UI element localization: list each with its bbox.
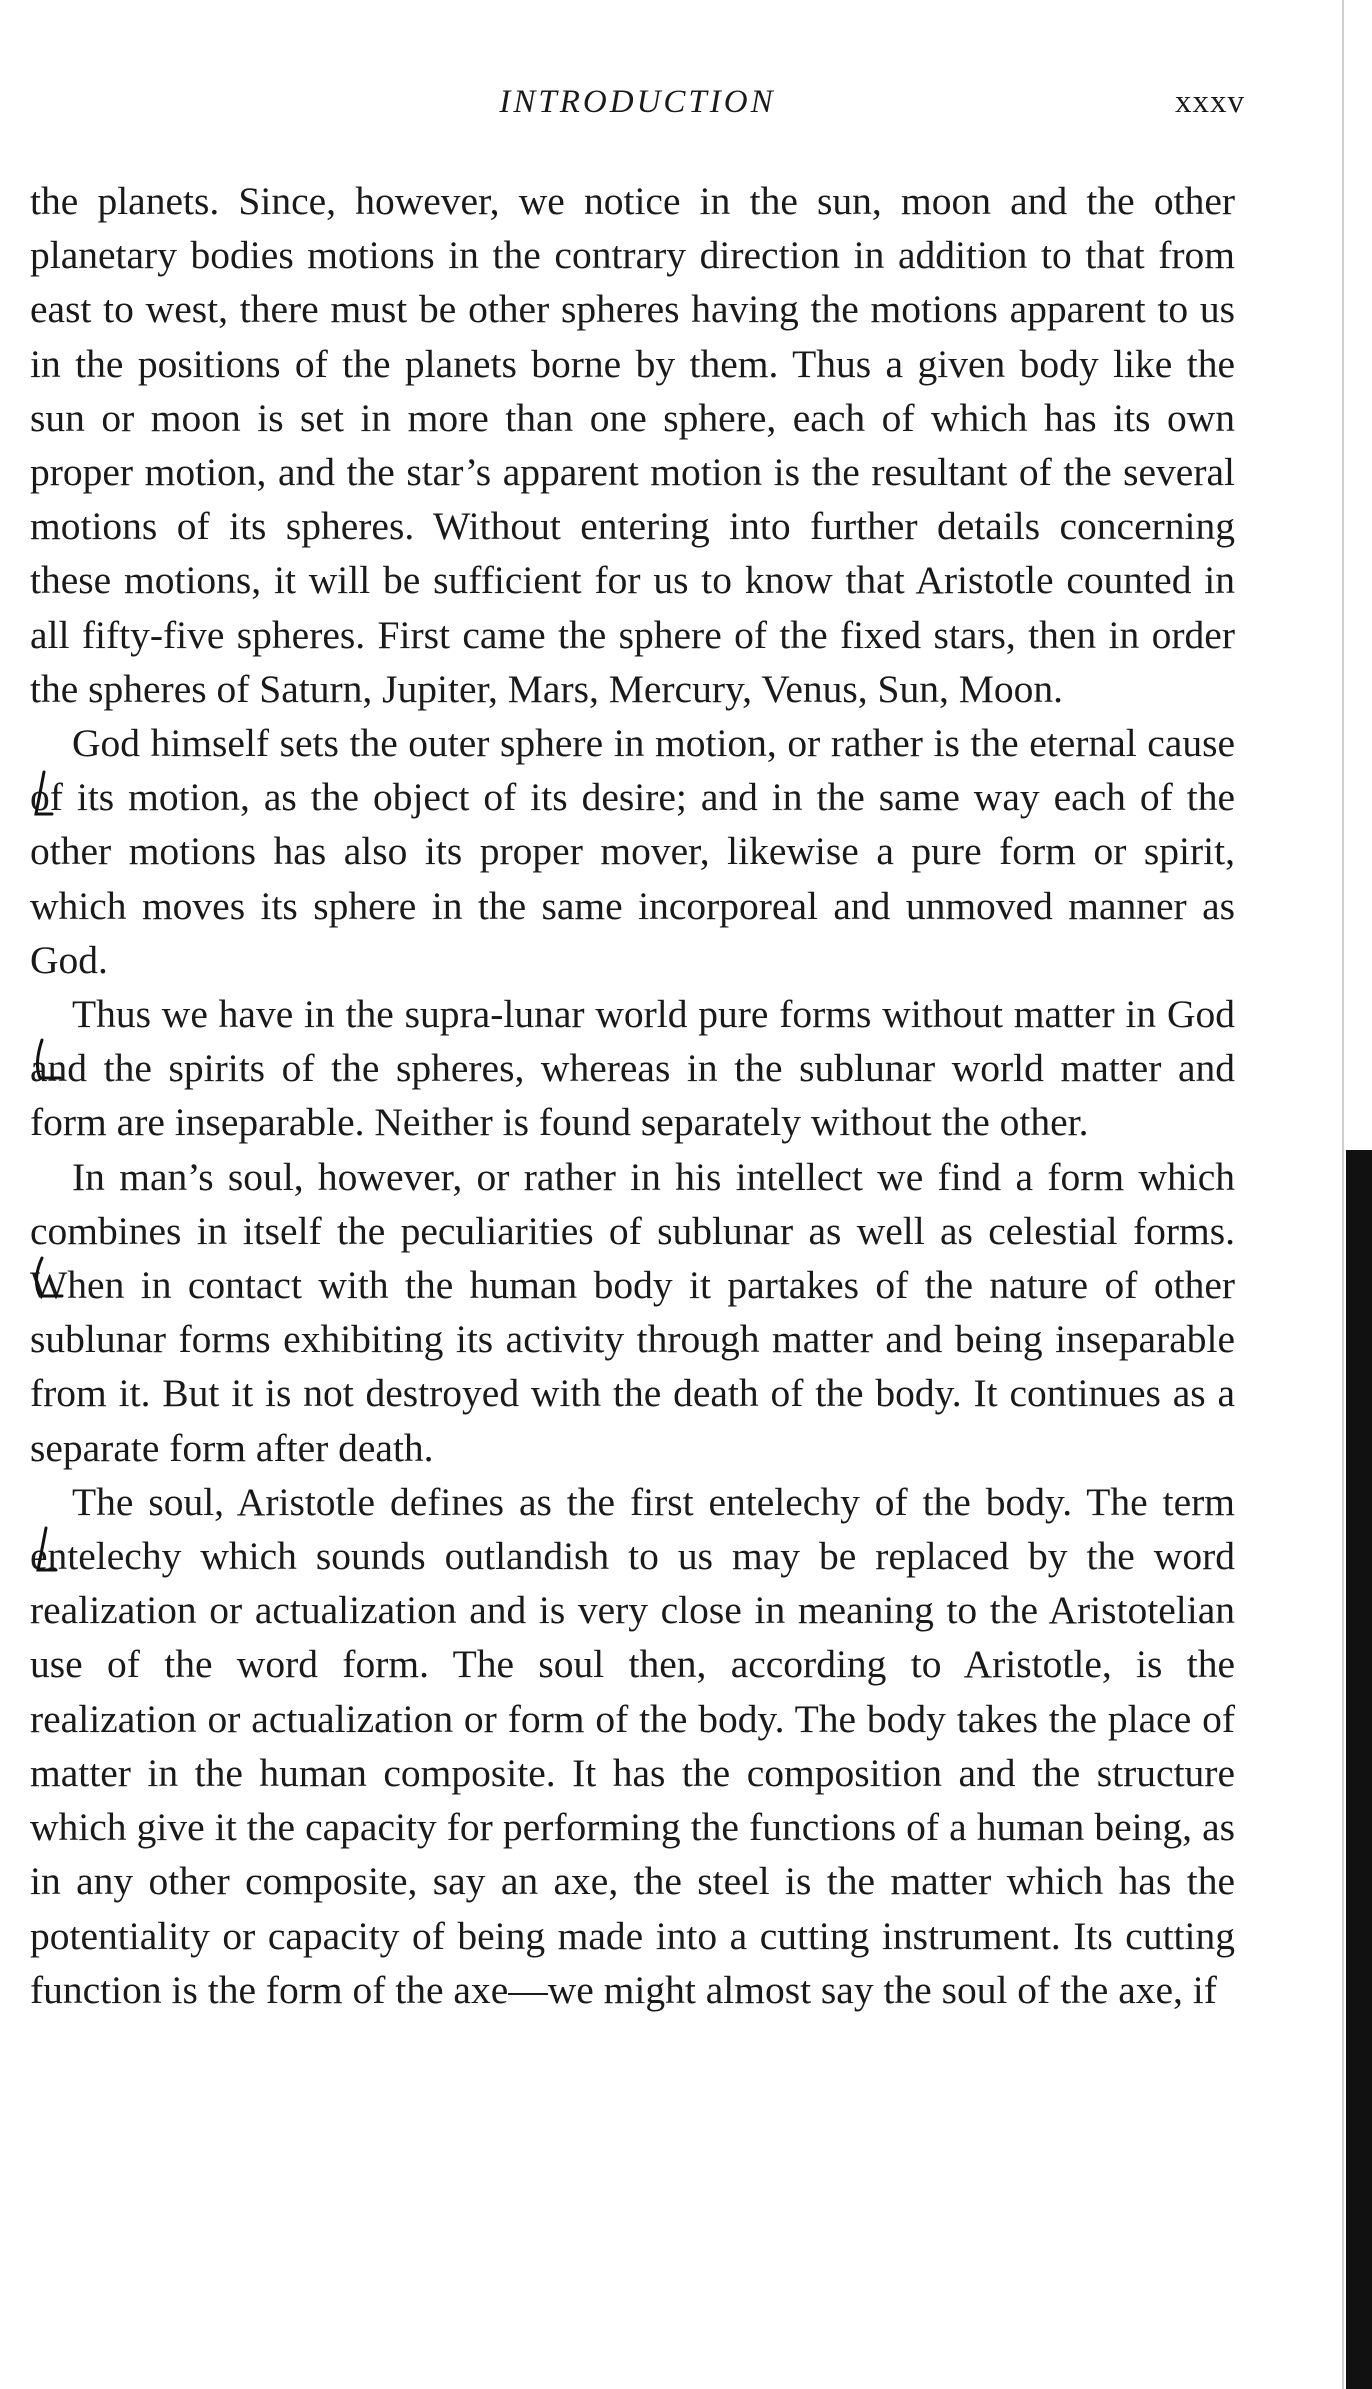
page-number: xxxv (1175, 84, 1245, 120)
bracket-mark-icon (30, 1036, 74, 1086)
running-head (30, 84, 1245, 134)
paragraph-1: the planets. Since, however, we notice in the sun, moon and the other planetary bodies motions in the contrary direction in addition to that from east to west, there must be other spheres having the motions apparent to us in the positions of the planets borne by them. Thus a given body like the sun or moon is set in more than one sphere, each of which has its own proper motion, and the star’s apparent motion is the resultant of the several motions of its spheres. Without entering into further details concerning these motions, it will be sufficient for us to know that Aristotle counted in all fifty-five spheres. First came the sphere of the fixed stars, then in order the spheres of Saturn, Jupiter, Mars, Mercury, Venus, Sun, Moon. (30, 179, 1235, 711)
paragraph-2: God himself sets the outer sphere in motion, or rather is the eternal cause of its motion, as the object of its desire; and in the same way each of the other motions has also its proper mover, likewise a pure form or spirit, which moves its sphere in the same incorporeal and unmoved manner as God. (30, 721, 1235, 982)
bracket-mark-icon (30, 770, 74, 820)
paragraph-4: In man’s soul, however, or rather in his intellect we find a form which combines in itself the peculiarities of sublunar as well as celestial forms. When in contact with the human body it partakes of the nature of other sublunar forms exhibiting its activity through matter and being inseparable from it. But it is not destroyed with the death of the body. It continues as a separate form after death. (30, 1154, 1235, 1470)
page-edge-line (1342, 0, 1344, 2389)
scan-edge-shadow (1346, 1150, 1372, 2389)
bracket-mark-icon (30, 1254, 74, 1304)
running-title: INTRODUCTION (499, 84, 776, 120)
bracket-mark-icon (30, 1526, 74, 1576)
paragraph-3: Thus we have in the supra-lunar world pure forms without matter in God and the spirits of the spheres, whereas in the sublunar world matter and form are inseparable. Neither is found separately without the other. (30, 992, 1235, 1145)
body-text (30, 174, 1235, 2017)
paragraph-5: The soul, Aristotle defines as the first entelechy of the body. The term entelechy which sounds outlandish to us may be replaced by the word realization or actualization and is very close in meaning to the Aristotelian use of the word form. The soul then, according to Aristotle, is the realization or actualization or form of the body. The body takes the place of matter in the human composite. It has the composition and the structure which give it the capacity for performing the functions of a human being, as in any other composite, say an axe, the steel is the matter which has the potentiality or capacity of being made into a cutting instrument. Its cutting function is the form of the axe—we might almost say the soul of the axe, if (30, 1479, 1235, 2012)
